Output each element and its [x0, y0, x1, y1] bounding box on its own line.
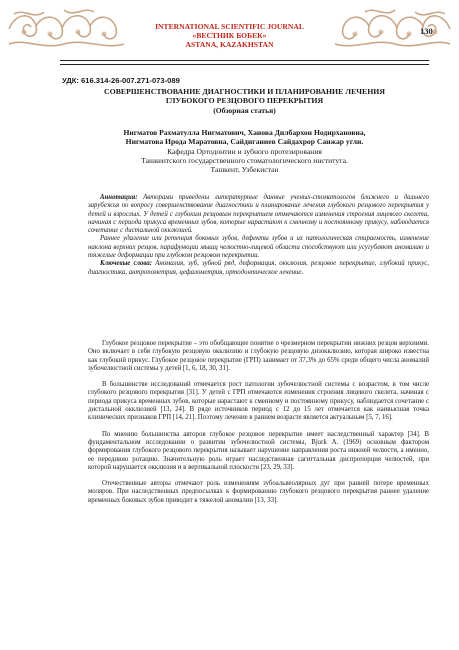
body-paragraph-1: Глубокое резцовое перекрытие – это обобщающее понятие о чрезмерном перекрытии нижних резцов верхними. Оно включает в себя глубокую резцовую окклюзию и глубокую резцовую дизокклюзию, которая широко известна как глубокий прикус. Глубокое резцовое перекрытие (ГРП) занимает от 37,3% до 65% среди общего числа аномалий зубочелюстной системы у детей [1, 6, 18, 30, 31]. [88, 340, 429, 372]
abstract-label: Аннотация: [100, 194, 138, 201]
affiliation-line-3: Ташкент, Узбекистан [210, 165, 279, 175]
journal-location: ASTANA, KAZAKHSTAN [185, 40, 274, 49]
article-body [88, 340, 429, 513]
authors-line-1: Нигматов Рахматулла Нигматович, Ханова Дилбархон Нодирхановна, [123, 128, 366, 137]
journal-subname: «ВЕСТНИК БОБЕК» [192, 31, 267, 40]
affiliation-line-1: Кафедра Ортодонтии и зубного протезирования [167, 146, 322, 156]
authors-block [60, 128, 429, 174]
journal-name: INTERNATIONAL SCIENTIFIC JOURNAL [155, 22, 304, 31]
title-line-1: СОВЕРШЕНСТВОВАНИЕ ДИАГНОСТИКИ И ПЛАНИРОВАНИЕ ЛЕЧЕНИЯ [104, 87, 385, 96]
article-type: (Обзорная статья) [213, 105, 276, 115]
abstract-text-1: Авторами приведены литературные данные ученых-стоматологов ближнего и дальнего зарубежья по вопросу совершенствование диагностики и планирование лечения глубокого резцового перекрытия у детей и взрослых. У детей с глубоким резцовым перекрытием отмечаются изменения строения лицевого скелета, начиная с периода прикуса временных зубов, которые нарастают к сменному и постоянному прикусу, наблюдается сочетание с дистальной окклюзией. [88, 194, 430, 235]
title-line-2: ГЛУБОКОГО РЕЗЦОВОГО ПЕРЕКРЫТИЯ [165, 96, 324, 106]
abstract-block [88, 194, 429, 277]
body-paragraph-4: Отечественные авторы отмечают роль изменениям зубоальвеолярных дуг при ранней потере временных моляров. При наследственных предпосылках к формированию глубокого резцового перекрытия раннее удаление временных боковых зубов приводит к тяжелой аномалии [13, 33]. [88, 480, 429, 504]
body-paragraph-2: В большинстве исследований отмечается рост патологии зубочелюстной системы с возрастом, в том числе глубокого резцового перекрытия [31]. У детей с ГРП отмечаются изменения строения лицевого скелета, начиная с периода прикуса временных зубов, которые нарастают к сменному и постоянному прикусу, наблюдается сочетание с дистальной окклюзией [13, 24]. В ряде источников период с 12 до 15 лет отмечается как наивысшая точка клинических признаков ГРП [14, 21]. Поэтому лечение в раннем возрасте является актуальным [5, 7, 16]. [88, 381, 429, 422]
header-divider-top [60, 60, 429, 61]
page-number: 130 [420, 26, 433, 36]
article-title [60, 87, 429, 115]
authors-line-2: Нигматова Ирода Маратовна, Сайдиганиев Сайдахрор Санжар угли. [125, 137, 364, 147]
body-paragraph-3: По мнению большинства авторов глубокое резцовое перекрытие имеет наследственный характер [34]. В фундаментальном исследовании о развитии зубочелюстной системы, Bjork A. (1969) основным фактором формирования глубокого резцового перекрытия называет нарушение направления роста нижней челюсти, а именно, ее переднюю ротацию. Значительную роль играет наследственная сагиттальная диспропорция челюстей, при которой нарушается окклюзия и в вертикальной плоскости [23, 29, 33]. [88, 430, 429, 471]
udk-code: УДК: 616.314-26-007.271-073-089 [62, 76, 180, 85]
abstract-text-2: Раннее удаление или ретенция боковых зубов, дефекты зубов и их патологическая стираемость, изменение наклона верхних резцов, парафункции мышц челюстно-лицевой области способствуют или усугубляют аномалию и тяжелые деформации при глубоком резцовом перекрытии. [88, 235, 429, 260]
journal-header [120, 22, 339, 49]
affiliation-line-2: Ташкентского государственного стоматологического института. [141, 155, 348, 165]
header-divider-bottom [60, 64, 429, 65]
keywords-label: Ключевые слова: [100, 260, 153, 268]
keywords-text: Аномалия, зуб, зубной ряд, деформация, окклюзия, резцовое перекрытие, глубокий прикус, диагностика, антропометрия, цефалометрия, ортодонтическое лечение. [88, 260, 429, 276]
